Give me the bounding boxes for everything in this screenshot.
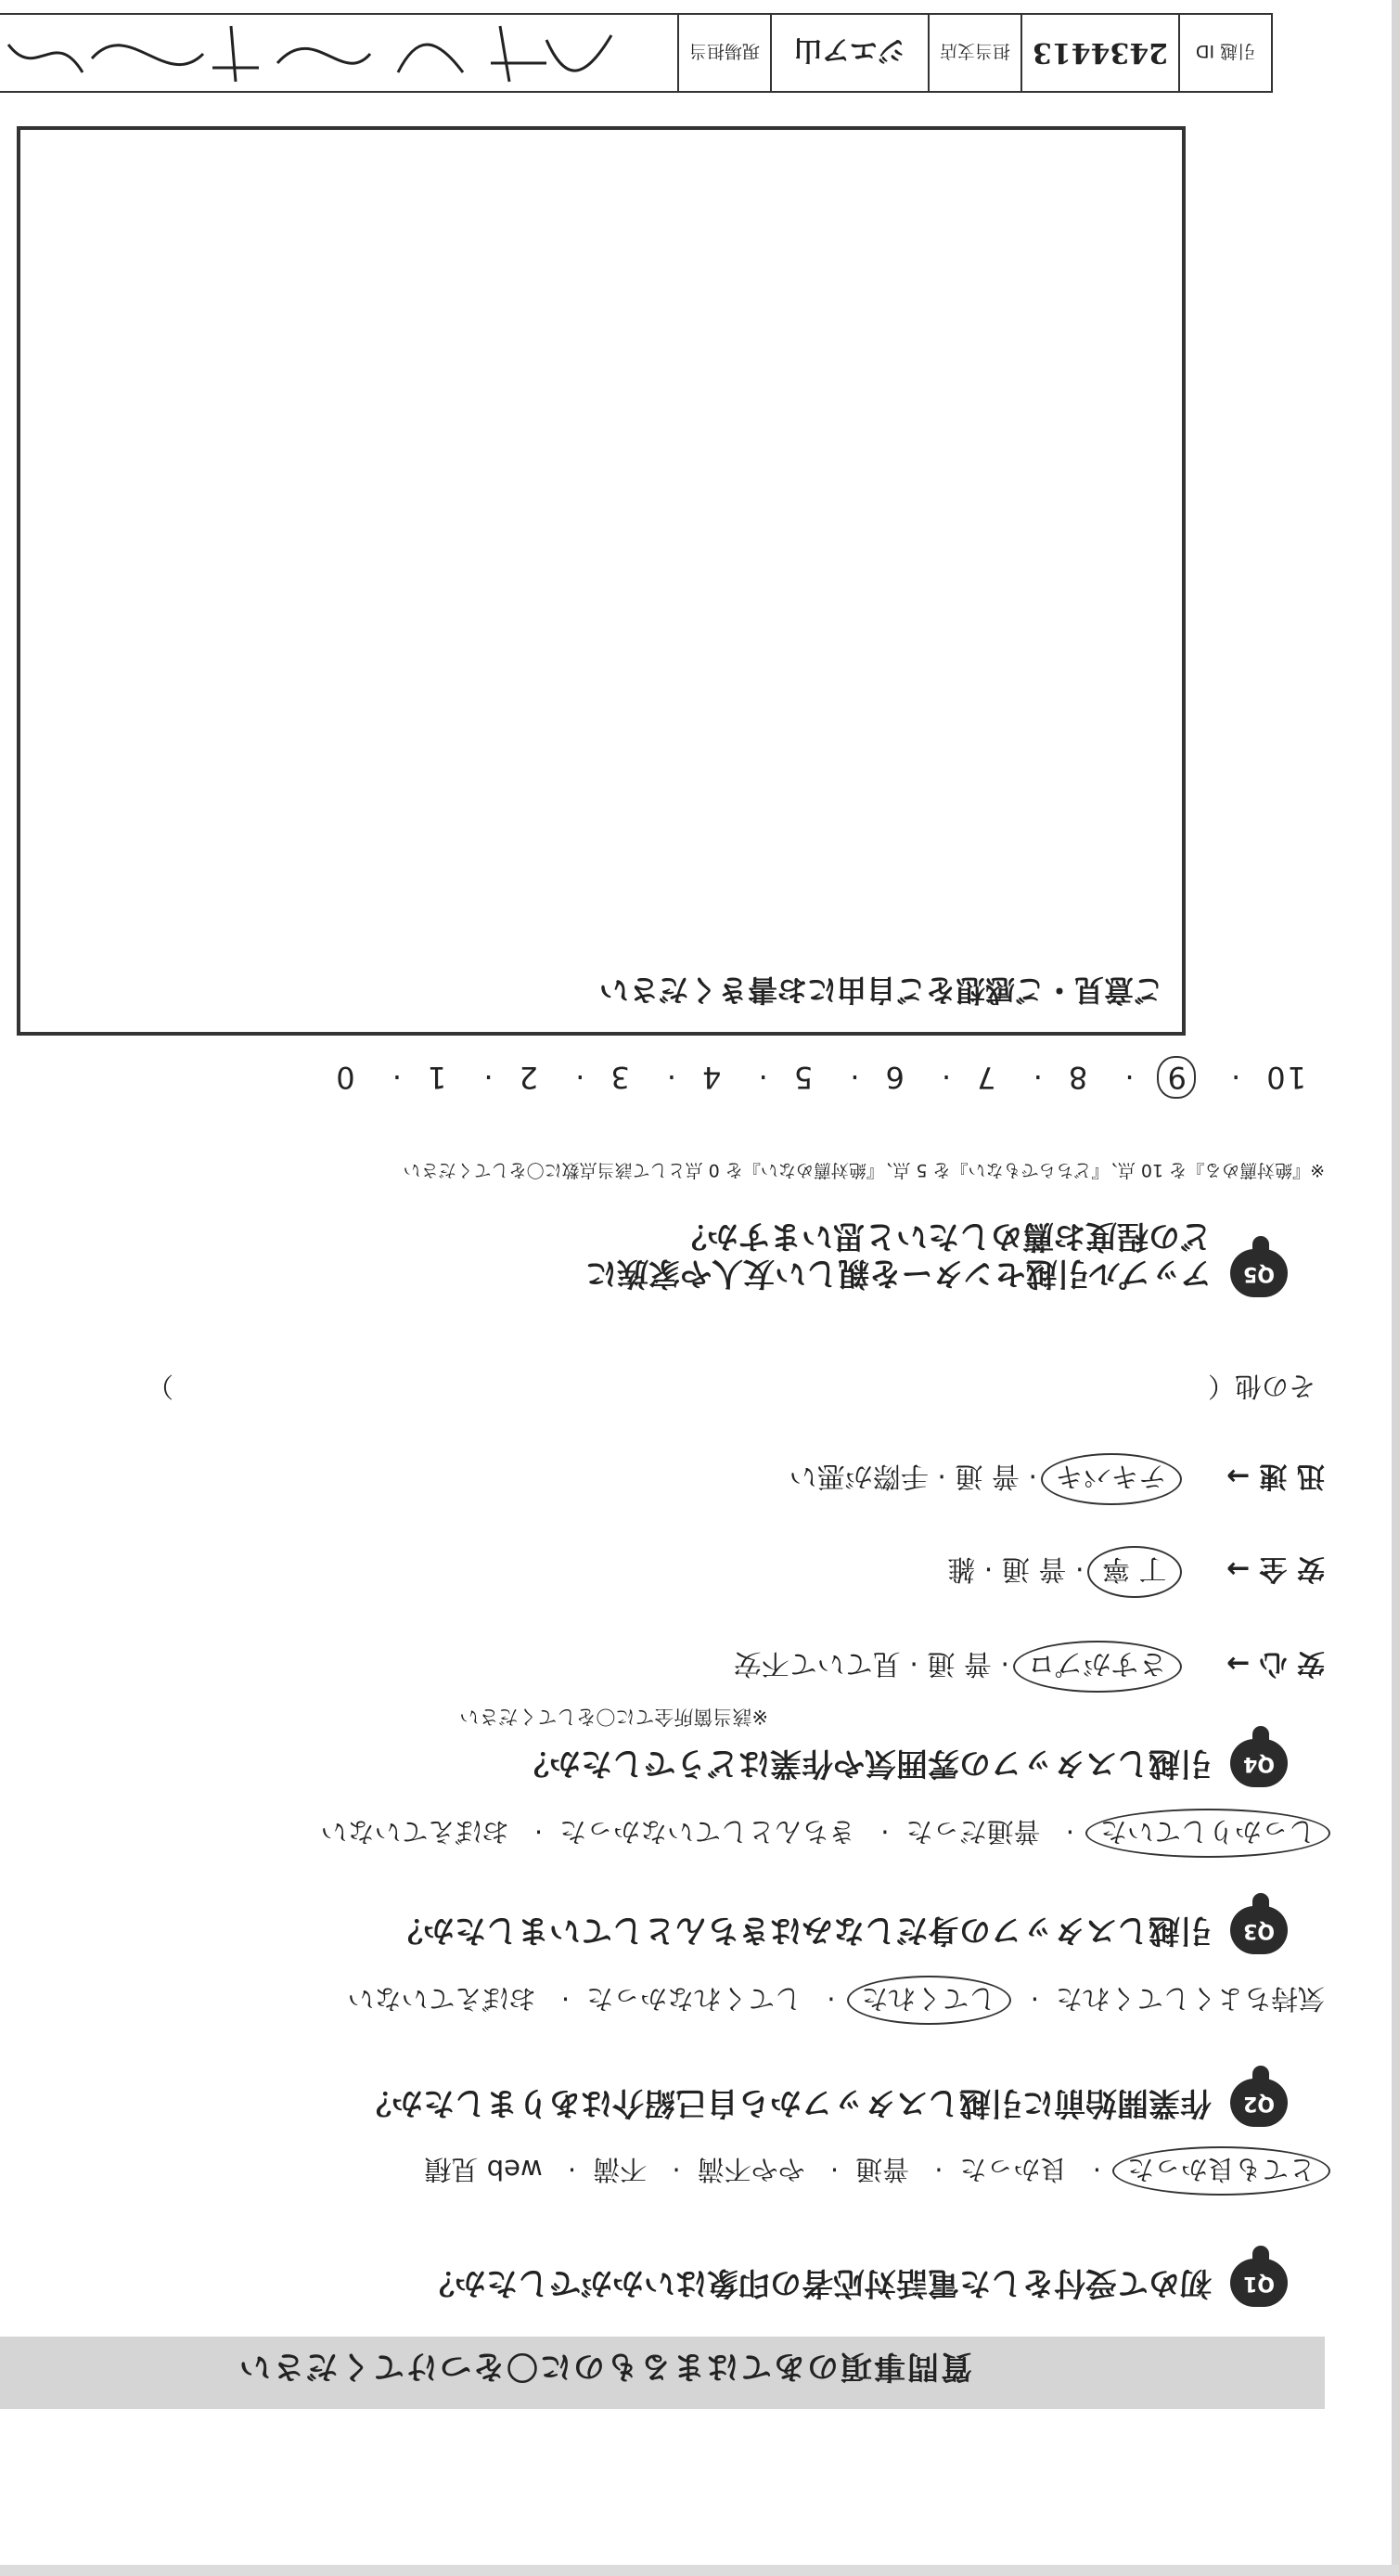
- q4-option[interactable]: 見ていて不安: [733, 1647, 901, 1680]
- leader-signature: [0, 15, 677, 91]
- q2-badge: Q2: [1230, 2079, 1288, 2127]
- q4-note: ※該当箇所全てに〇をしてください: [459, 1706, 768, 1728]
- q1-options: とても良かった· 良かった· 普通· やや不満· 不満· web 見積: [425, 2152, 1325, 2190]
- q1-option[interactable]: 不満: [593, 2154, 648, 2185]
- q4-option[interactable]: 手際が悪い: [789, 1460, 929, 1492]
- q3-option-selected[interactable]: しっかりしていた: [1085, 1809, 1330, 1858]
- q1-option[interactable]: 良かった: [959, 2154, 1068, 2185]
- q5-score[interactable]: 5: [791, 1060, 814, 1095]
- branch-label: 担当支店: [928, 15, 1020, 91]
- q2-text: 作業開始前に引越しスタッフから自己紹介はありましたか？: [360, 2084, 1212, 2121]
- info-table: [0, 13, 1273, 93]
- q1-option[interactable]: やや不満: [697, 2154, 805, 2185]
- q4-row-label: 迅 速 →: [1226, 1460, 1325, 1492]
- q2-option[interactable]: してくれなかった: [586, 1983, 802, 2015]
- comment-label: ご意見・ご感想をご自由にお書きください: [598, 972, 1163, 1008]
- branch-value: ジエア山: [770, 15, 928, 91]
- q5-text-line1: アップル引越センターを親しい友人や家族に: [585, 1255, 1212, 1292]
- q5-score[interactable]: 3: [609, 1060, 630, 1095]
- q5-score[interactable]: 6: [883, 1060, 905, 1095]
- scan-edge: [0, 2565, 1399, 2576]
- q1-text: 初めて受付をした電話対応者の印象はいかがでしたか？: [423, 2264, 1212, 2301]
- q5-note: ※『絶対薦める』を 10 点、『どちらでもない』を 5 点、『絶対薦めない』を 0 点として該当点数に〇をしてください: [403, 1160, 1325, 1180]
- q4-option-selected[interactable]: テキパキ: [1041, 1453, 1182, 1505]
- q2-option-selected[interactable]: してくれた: [847, 1976, 1011, 2025]
- leader-label: 現場担当: [677, 15, 770, 91]
- q5-text-line2: どの程度お薦めしたいと思いますか？: [675, 1217, 1212, 1255]
- q4-option-selected[interactable]: さすがプロ: [1013, 1641, 1182, 1693]
- q4-row-anshin: 安 心 → さすがプロ · 普 通 · 見ていて不安: [734, 1646, 1325, 1687]
- q1-badge: Q1: [1230, 2259, 1288, 2307]
- q3-option[interactable]: きちんとしていなかった: [559, 1816, 856, 1848]
- q3-option[interactable]: おぼえていない: [320, 1816, 509, 1848]
- instruction-banner: [0, 2337, 1325, 2409]
- q4-row-jinsoku: 迅 速 → テキパキ · 普 通 · 手際が悪い: [789, 1459, 1325, 1500]
- handwritten-signature: [0, 15, 648, 91]
- q4-option[interactable]: 普 通: [1001, 1552, 1067, 1585]
- q3-badge: Q3: [1230, 1906, 1288, 1954]
- q5-score[interactable]: 0: [334, 1060, 355, 1095]
- q4-option[interactable]: 普 通: [927, 1647, 992, 1680]
- q1-option[interactable]: 普通: [855, 2154, 910, 2185]
- instruction-text: 質問事項のあてはまるものに〇をつけてください: [237, 2348, 972, 2385]
- q4-row-anzen: 安 全 → 丁 寧 · 普 通 · 雑: [947, 1552, 1325, 1592]
- q3-option[interactable]: 普通だった: [905, 1816, 1041, 1848]
- q4-other-field[interactable]: [147, 1369, 1316, 1407]
- comment-box[interactable]: [17, 126, 1186, 1036]
- q5-score-scale: 10· 9· 8· 7· 6· 5· 4· 3· 2· 1· 0: [334, 1060, 1306, 1095]
- q3-text: 引越しスタッフの身だしなみはきちんとしていましたか？: [391, 1912, 1212, 1949]
- q5-score[interactable]: 2: [517, 1060, 539, 1095]
- q5-score[interactable]: 1: [425, 1060, 447, 1095]
- q4-text: 引越しスタッフの雰囲気や作業はどうでしたか？: [518, 1745, 1212, 1782]
- q5-score[interactable]: 8: [1066, 1060, 1088, 1095]
- q4-option[interactable]: 普 通: [955, 1460, 1020, 1492]
- q4-option-selected[interactable]: 丁 寧: [1087, 1546, 1182, 1598]
- q4-other-close: ）: [147, 1371, 174, 1402]
- q4-badge: Q4: [1230, 1739, 1288, 1787]
- q5-score[interactable]: 4: [700, 1060, 722, 1095]
- q5-score[interactable]: 7: [975, 1060, 996, 1095]
- q4-row-label: 安 心 →: [1226, 1647, 1325, 1680]
- q2-option[interactable]: おぼえていない: [347, 1983, 536, 2015]
- q3-options: しっかりしていた· 普通だった· きちんとしていなかった· おぼえていない: [321, 1814, 1325, 1852]
- q5-badge: Q5: [1230, 1249, 1288, 1297]
- move-id-value: 2434413: [1020, 15, 1178, 91]
- q2-option[interactable]: 気持ちよくしてくれた: [1055, 1983, 1325, 2015]
- q5-text: [585, 1217, 1212, 1292]
- move-id-label: 引越 ID: [1178, 15, 1271, 91]
- q4-option[interactable]: 雑: [947, 1552, 976, 1585]
- q1-option-selected[interactable]: とても良かった: [1112, 2146, 1330, 2196]
- q5-score-selected[interactable]: 9: [1157, 1056, 1196, 1099]
- q5-score[interactable]: 10: [1264, 1060, 1306, 1095]
- q4-row-label: 安 全 →: [1226, 1552, 1325, 1585]
- q1-option[interactable]: web 見積: [424, 2154, 543, 2185]
- q4-other-label: その他（: [1207, 1371, 1316, 1402]
- scan-edge: [1392, 0, 1399, 2576]
- q2-options: 気持ちよくしてくれた· してくれた· してくれなかった· おぼえていない: [348, 1981, 1325, 2019]
